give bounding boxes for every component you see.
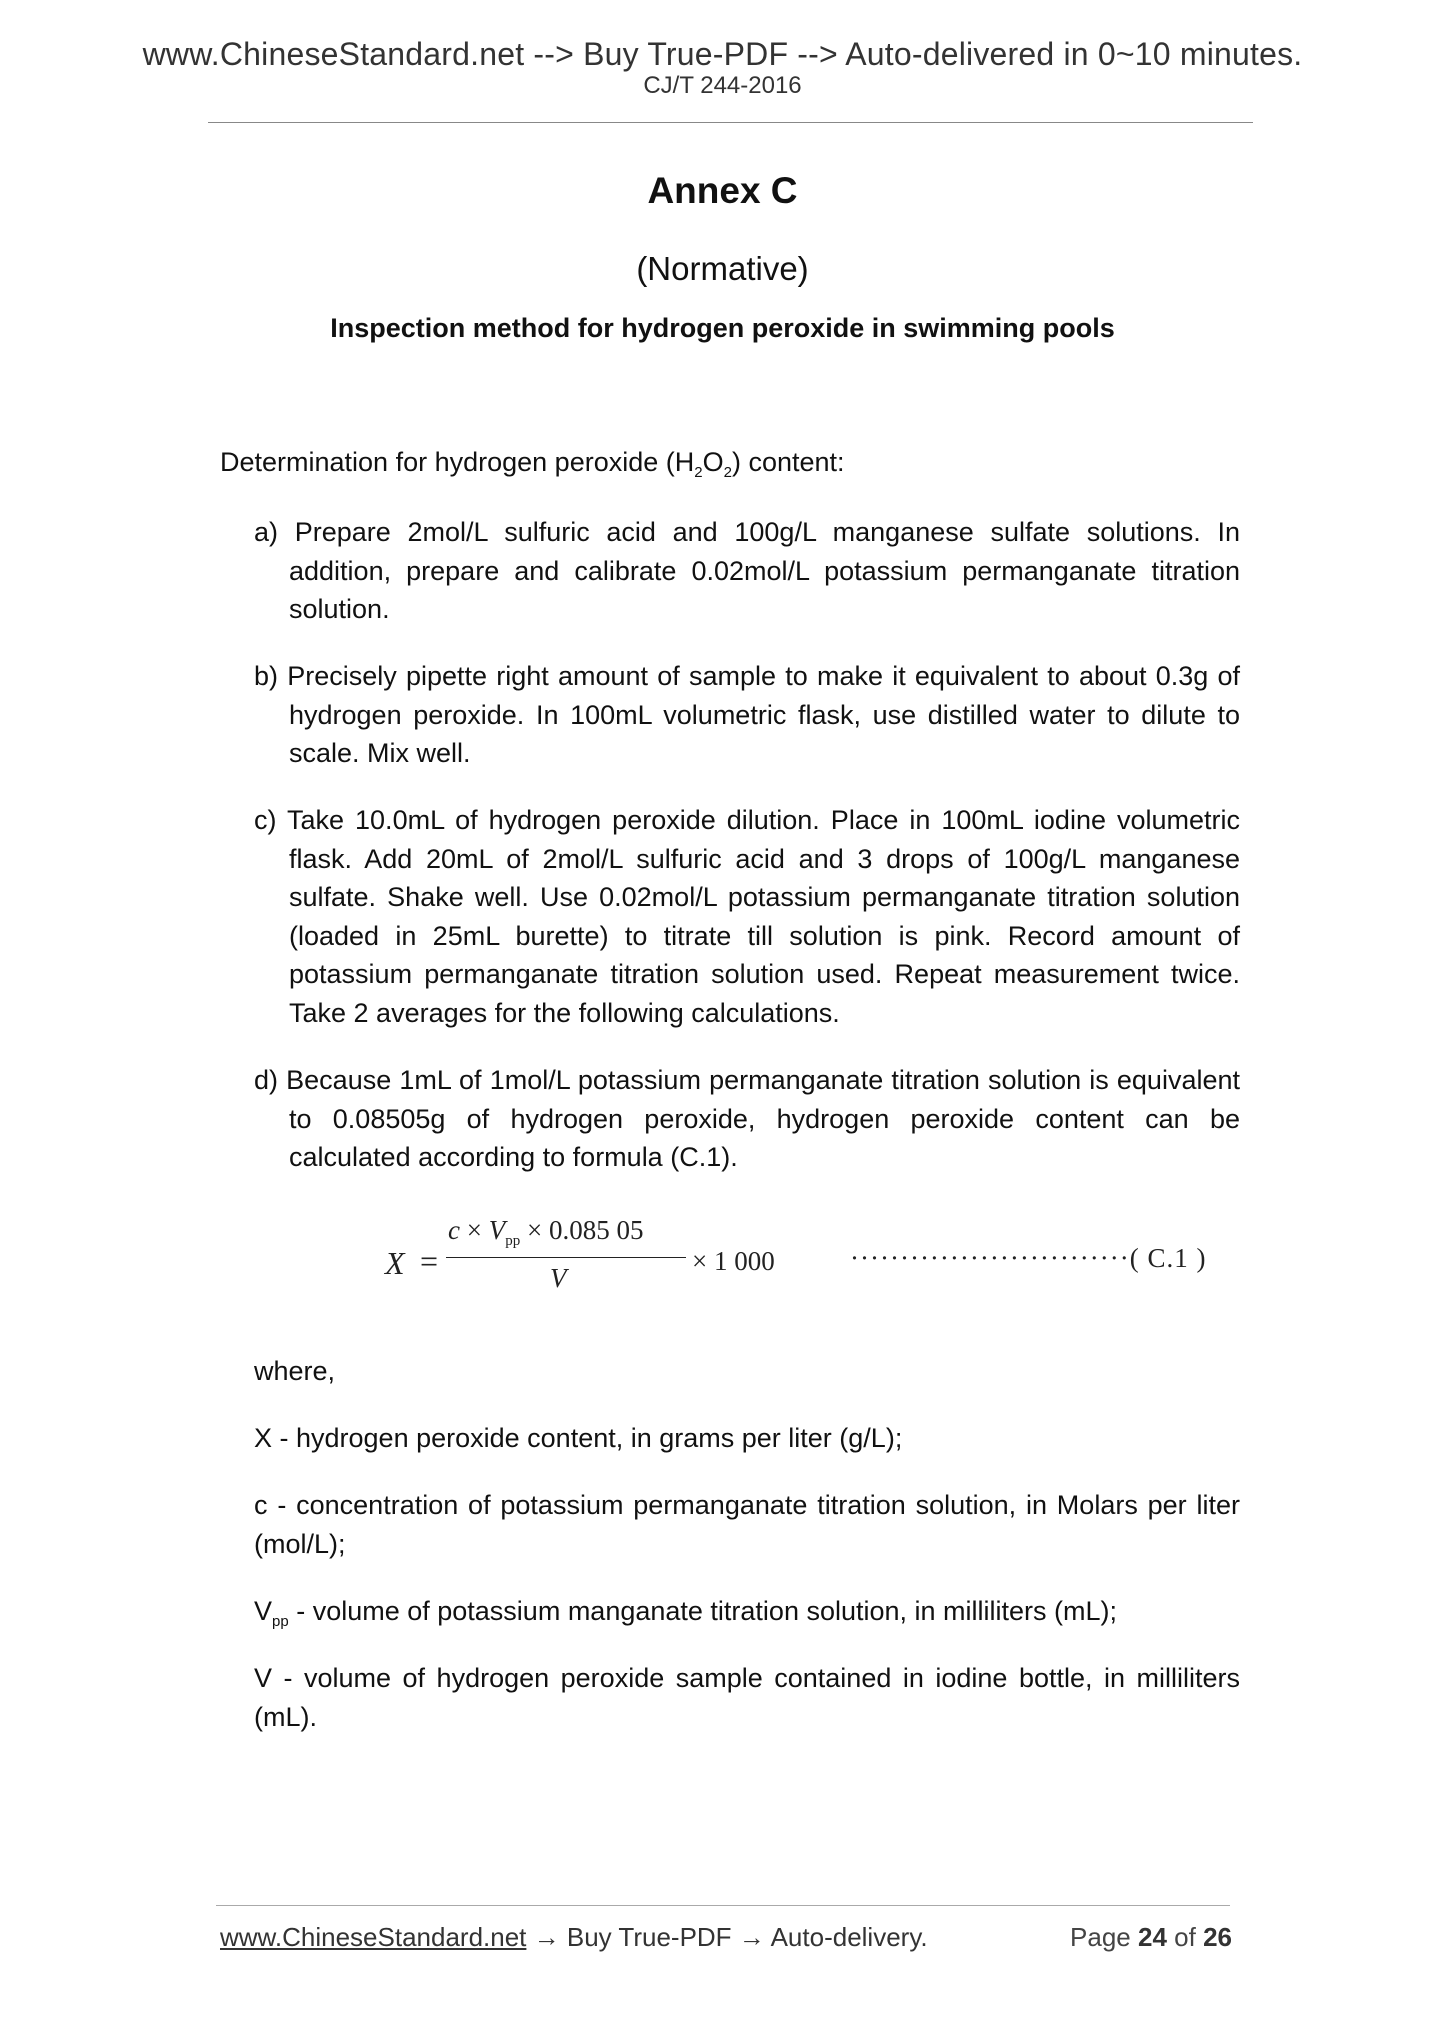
formula-fraction-bar <box>446 1257 686 1258</box>
footer-divider <box>216 1905 1230 1906</box>
footer-arrow-2: → <box>731 1922 771 1952</box>
definition-c: c - concentration of potassium permanganate titration solution, in Molars per liter (mol/L); <box>254 1490 1240 1559</box>
step-c: c) Take 10.0mL of hydrogen peroxide dilution. Place in 100mL iodine volumetric flask. Add 20mL of 2mol/L sulfuric acid and 3 drops of 100g/L manganese sulfate. Shake well. Use 0.02mol/L potassium permanganate titration solution (loaded in 25mL burette) to titrate till solution is pink. Record amount of potassium permanganate titration solution used. Repeat measurement twice. Take 2 averages for the following calculations. <box>254 805 1240 1028</box>
intro-text-after: ) content: <box>731 447 845 477</box>
formula-c1 <box>380 1215 1240 1305</box>
step-b: b) Precisely pipette right amount of sample to make it equivalent to about 0.3g of hydrogen peroxide. In 100mL volumetric flask, use distilled water to dilute to scale. Mix well. <box>254 661 1240 768</box>
annex-type: (Normative) <box>636 250 809 287</box>
formula-num-v: V <box>488 1215 506 1245</box>
footer-site-link[interactable]: www.ChineseStandard.net <box>220 1922 527 1952</box>
formula-multiplier: × 1 000 <box>692 1246 775 1276</box>
vpp-definition-text: - volume of potassium manganate titration solution, in milliliters (mL); <box>288 1596 1118 1626</box>
intro-line <box>220 447 845 481</box>
formula-leader-dots: ···························· <box>850 1243 1130 1273</box>
formula-num-const: × 0.085 05 <box>526 1215 644 1245</box>
definition-x: X - hydrogen peroxide content, in grams per liter (g/L); <box>254 1423 903 1453</box>
page-label: Page <box>1070 1922 1131 1952</box>
formula-num-times: × <box>466 1215 482 1245</box>
intro-text-mid: O <box>702 447 724 477</box>
formula-label: ( C.1 ) <box>1129 1243 1207 1273</box>
intro-subscript-1: 2 <box>694 464 703 481</box>
formula-lhs: X <box>385 1245 405 1281</box>
intro-subscript-2: 2 <box>723 464 732 481</box>
page-total: 26 <box>1203 1922 1232 1952</box>
footer-left <box>220 1922 928 1953</box>
annex-subject: Inspection method for hydrogen peroxide in swimming pools <box>330 313 1115 343</box>
page-current: 24 <box>1138 1922 1167 1952</box>
formula-num-c: c <box>448 1215 460 1245</box>
vpp-subscript: pp <box>272 1613 289 1630</box>
definition-v: V - volume of hydrogen peroxide sample contained in iodine bottle, in milliliters (mL). <box>254 1663 1240 1732</box>
formula-denominator: V <box>550 1263 567 1293</box>
formula-label-line <box>850 1243 1207 1274</box>
page-indicator <box>1070 1922 1232 1953</box>
intro-text-before: Determination for hydrogen peroxide (H <box>220 447 695 477</box>
where-label: where, <box>254 1356 336 1386</box>
vpp-symbol: V <box>254 1596 273 1626</box>
footer-arrow-1: → <box>526 1922 567 1952</box>
formula-numerator <box>448 1215 643 1250</box>
standard-code: CJ/T 244-2016 <box>643 72 802 99</box>
step-a: a) Prepare 2mol/L sulfuric acid and 100g/L manganese sulfate solutions. In addition, prepare and calibrate 0.02mol/L potassium permanganate titration solution. <box>254 517 1240 624</box>
annex-title: Annex C <box>647 170 798 211</box>
site-banner: www.ChineseStandard.net --> Buy True-PDF --> Auto-delivered in 0~10 minutes. <box>142 36 1303 72</box>
definition-vpp <box>254 1592 1240 1642</box>
header-divider <box>208 122 1253 123</box>
footer-auto-text: Auto-delivery. <box>770 1922 928 1952</box>
of-label: of <box>1174 1922 1196 1952</box>
formula-equals: = <box>420 1243 439 1279</box>
formula-num-v-sub: pp <box>505 1233 521 1249</box>
step-d: d) Because 1mL of 1mol/L potassium permanganate titration solution is equivalent to 0.08505g of hydrogen peroxide, hydrogen peroxide content can be calculated according to formula (C.1). <box>254 1065 1240 1172</box>
footer-buy-text: Buy True-PDF <box>566 1922 732 1952</box>
